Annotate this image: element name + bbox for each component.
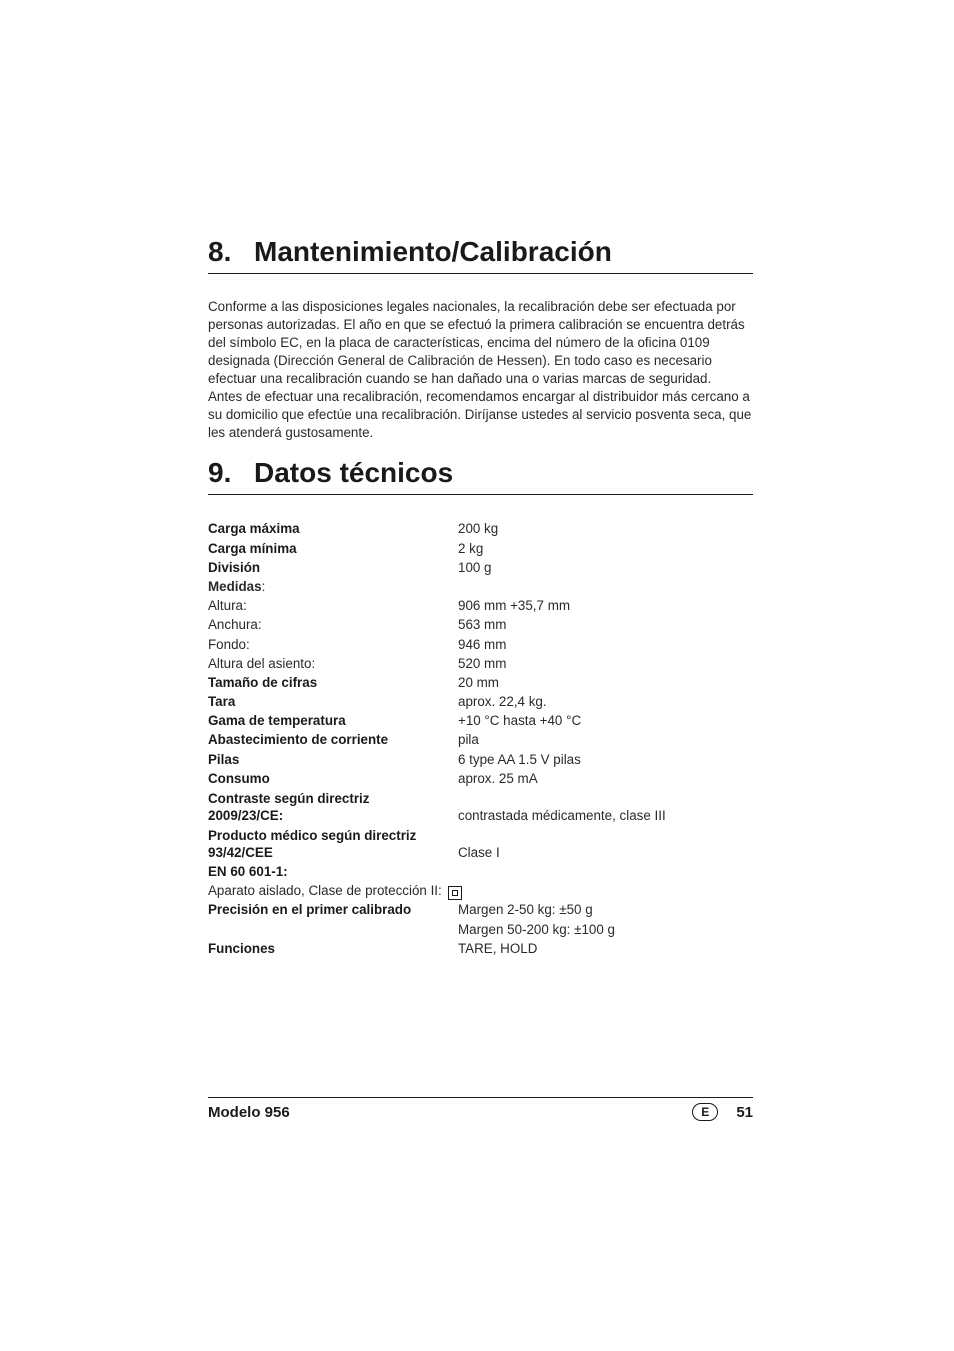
spec-label: Aparato aislado, Clase de protección II: bbox=[208, 883, 442, 899]
spec-label: Abastecimiento de corriente bbox=[208, 732, 389, 748]
spec-label: Altura: bbox=[208, 598, 247, 614]
spec-label: Fondo: bbox=[208, 636, 250, 652]
spec-value: 2 kg bbox=[458, 540, 484, 556]
spec-label: Carga mínima bbox=[208, 540, 297, 556]
section-number: 8. bbox=[208, 236, 232, 267]
spec-label: Pilas bbox=[208, 751, 240, 767]
spec-row-digit-size bbox=[208, 673, 753, 692]
spec-label: Altura del asiento: bbox=[208, 655, 316, 671]
spec-label: Carga máxima bbox=[208, 521, 300, 537]
spec-row-batteries bbox=[208, 749, 753, 768]
spec-label-line: 2009/23/CE: bbox=[208, 807, 284, 823]
spec-label bbox=[208, 828, 458, 862]
technical-specs-table bbox=[208, 519, 753, 958]
spec-row-temperature-range bbox=[208, 711, 753, 730]
spec-row-en-standard bbox=[208, 862, 753, 881]
spec-label: Tara bbox=[208, 694, 236, 710]
spec-value: TARE, HOLD bbox=[458, 940, 538, 956]
maintenance-paragraph-1: Conforme a las disposiciones legales nacionales, la recalibración debe ser efectuada por personas autorizadas. El año en que se efectuó la primera calibración se encuentra detrás del símbolo EC, en la placa de características, encima del número de la oficina 0109 designada (Dirección General de Calibración de Hessen). En todo caso es necesario efectuar una recalibración cuando se han dañado una o varias marcas de seguridad. bbox=[208, 299, 745, 386]
spec-value: 520 mm bbox=[458, 655, 507, 671]
spec-value: 563 mm bbox=[458, 617, 507, 633]
section-title-text: Mantenimiento/Calibración bbox=[254, 236, 612, 267]
spec-label bbox=[208, 579, 458, 596]
spec-row-calibration-directive bbox=[208, 788, 753, 825]
spec-value: 946 mm bbox=[458, 636, 507, 652]
spec-label: EN 60 601-1: bbox=[208, 864, 288, 880]
spec-value: pila bbox=[458, 732, 479, 748]
spec-row-division bbox=[208, 557, 753, 576]
spec-value: aprox. 25 mA bbox=[458, 770, 538, 786]
language-badge: E bbox=[692, 1103, 718, 1121]
maintenance-paragraph-2: Antes de efectuar una recalibración, recomendamos encargar al distribuidor más cercano a su domicilio que efectúe una recalibración. Diríjanse ustedes al servicio posventa seca, que les atenderá gustosamente. bbox=[208, 389, 752, 440]
spec-label: Anchura: bbox=[208, 617, 262, 633]
spec-label-line: Producto médico según directriz bbox=[208, 828, 417, 844]
spec-row-max-load bbox=[208, 519, 753, 538]
spec-label-suffix: : bbox=[261, 578, 266, 594]
spec-row-min-load bbox=[208, 538, 753, 557]
spec-value: contrastada médicamente, clase III bbox=[458, 807, 666, 823]
spec-label: División bbox=[208, 559, 261, 575]
spec-value: 100 g bbox=[458, 559, 492, 575]
spec-row-depth bbox=[208, 634, 753, 653]
spec-label bbox=[208, 791, 458, 825]
spec-row-consumption bbox=[208, 768, 753, 787]
spec-label: Tamaño de cifras bbox=[208, 674, 318, 690]
spec-row-accuracy bbox=[208, 900, 753, 919]
protection-class-ii-icon bbox=[448, 886, 462, 900]
footer-right bbox=[692, 1103, 753, 1121]
spec-value: 6 type AA 1.5 V pilas bbox=[458, 751, 581, 767]
page-number: 51 bbox=[736, 1103, 753, 1121]
spec-value: aprox. 22,4 kg. bbox=[458, 694, 547, 710]
section-heading-technical-data bbox=[208, 456, 753, 495]
spec-value: 200 kg bbox=[458, 521, 499, 537]
spec-value: 906 mm +35,7 mm bbox=[458, 598, 571, 614]
spec-row-width bbox=[208, 615, 753, 634]
spec-label: Funciones bbox=[208, 940, 275, 956]
spec-row-tare bbox=[208, 692, 753, 711]
spec-label: Consumo bbox=[208, 770, 270, 786]
section-number: 9. bbox=[208, 457, 232, 488]
spec-row-power-supply bbox=[208, 730, 753, 749]
spec-value: Clase I bbox=[458, 844, 500, 860]
section-heading-maintenance bbox=[208, 235, 753, 274]
model-name: Modelo 956 bbox=[208, 1103, 290, 1121]
page-footer bbox=[208, 1097, 753, 1121]
spec-row-height bbox=[208, 596, 753, 615]
spec-value: +10 °C hasta +40 °C bbox=[458, 713, 582, 729]
spec-label-line: Contraste según directriz bbox=[208, 791, 370, 807]
section-title-text: Datos técnicos bbox=[254, 457, 454, 488]
spec-label: Precisión en el primer calibrado bbox=[208, 902, 412, 918]
spec-row-protection-class bbox=[208, 881, 753, 900]
spec-label: Gama de temperatura bbox=[208, 713, 346, 729]
spec-row-accuracy-continued bbox=[208, 919, 753, 938]
spec-value: Margen 50-200 kg: ±100 g bbox=[458, 921, 615, 937]
spec-row-functions bbox=[208, 938, 753, 957]
spec-label-line: 93/42/CEE bbox=[208, 844, 273, 860]
spec-value: 20 mm bbox=[458, 674, 499, 690]
spec-row-medical-directive bbox=[208, 825, 753, 862]
spec-row-seat-height bbox=[208, 653, 753, 672]
spec-value: Margen 2-50 kg: ±50 g bbox=[458, 902, 593, 918]
spec-label-bold: Medidas bbox=[208, 578, 262, 594]
spec-row-dimensions bbox=[208, 577, 753, 596]
